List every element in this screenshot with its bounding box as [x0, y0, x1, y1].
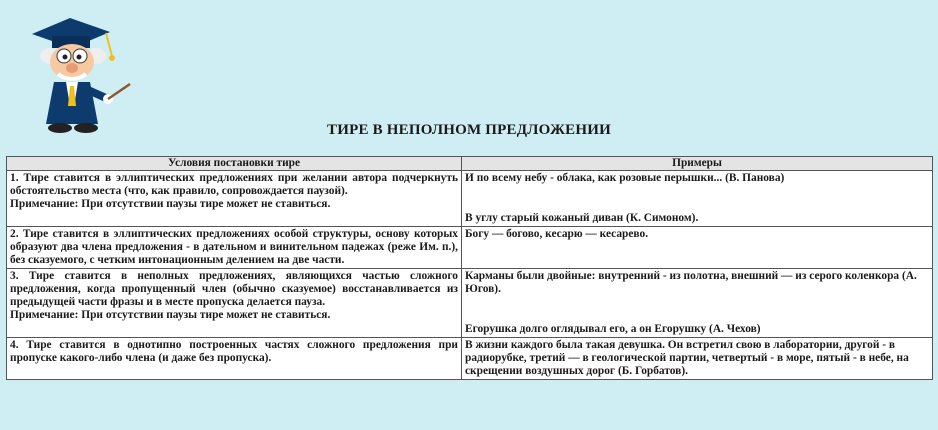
example-text: В жизни каждого была такая девушка. Он встретил свою в лаборатории, другой - в радиорубке, третий — в геологической партии, четвертый - в море, пятый - в небе, на скрещении воздушных дорог (Б. Горбатов).: [465, 339, 909, 377]
condition-cell: [7, 171, 462, 227]
example-note: В углу старый кожаный диван (К. Симоном).: [465, 212, 699, 224]
example-text: Карманы были двойные: внутренний - из полотна, внешний — из серого коленкора (А. Югов).: [465, 270, 917, 295]
condition-text: 1. Тире ставится в эллиптических предложениях при желании автора подчеркнуть обстоятельство места (что, как правило, сопровождается паузой).: [10, 172, 458, 197]
table-row: [7, 269, 933, 338]
page-title: ТИРЕ В НЕПОЛНОМ ПРЕДЛОЖЕНИИ: [327, 122, 611, 138]
example-cell: [462, 269, 933, 338]
example-text: И по всему небу - облака, как розовые перышки... (В. Панова): [465, 172, 785, 184]
header-examples: Примеры: [462, 157, 933, 171]
rules-table: [6, 156, 933, 380]
condition-text: 2. Тире ставится в эллиптических предложениях особой структуры, основу которых образуют два члена предложения - в дательном и винительном падежах (реже Им. п.), без сказуемого, с четким интонационным делением на две части.: [10, 228, 458, 266]
table-row: [7, 227, 933, 269]
condition-note: Примечание: При отсутствии паузы тире может не ставиться.: [10, 198, 331, 210]
example-note: Егорушка долго оглядывал его, а он Егорушку (А. Чехов): [465, 323, 761, 335]
example-text: Богу — богово, кесарю — кесарево.: [465, 228, 649, 240]
header-conditions: Условия постановки тире: [7, 157, 462, 171]
example-cell: [462, 338, 933, 380]
example-cell: [462, 171, 933, 227]
table-row: [7, 338, 933, 380]
condition-note: Примечание: При отсутствии паузы тире может не ставиться.: [10, 309, 331, 321]
condition-cell: [7, 269, 462, 338]
condition-cell: [7, 338, 462, 380]
condition-text: 4. Тире ставится в однотипно построенных частях сложного предложения при пропуске какого-либо члена (и даже без пропуска).: [10, 339, 458, 364]
condition-text: 3. Тире ставится в неполных предложениях, являющихся частью сложного предложения, когда пропущенный член (обычно сказуемое) восстанавливается из предыдущей части фразы и в месте пропуска делается пауза.: [10, 270, 458, 308]
professor-mascot-icon: [14, 6, 134, 136]
example-cell: [462, 227, 933, 269]
table-row: [7, 171, 933, 227]
condition-cell: [7, 227, 462, 269]
table-header-row: [7, 157, 933, 171]
